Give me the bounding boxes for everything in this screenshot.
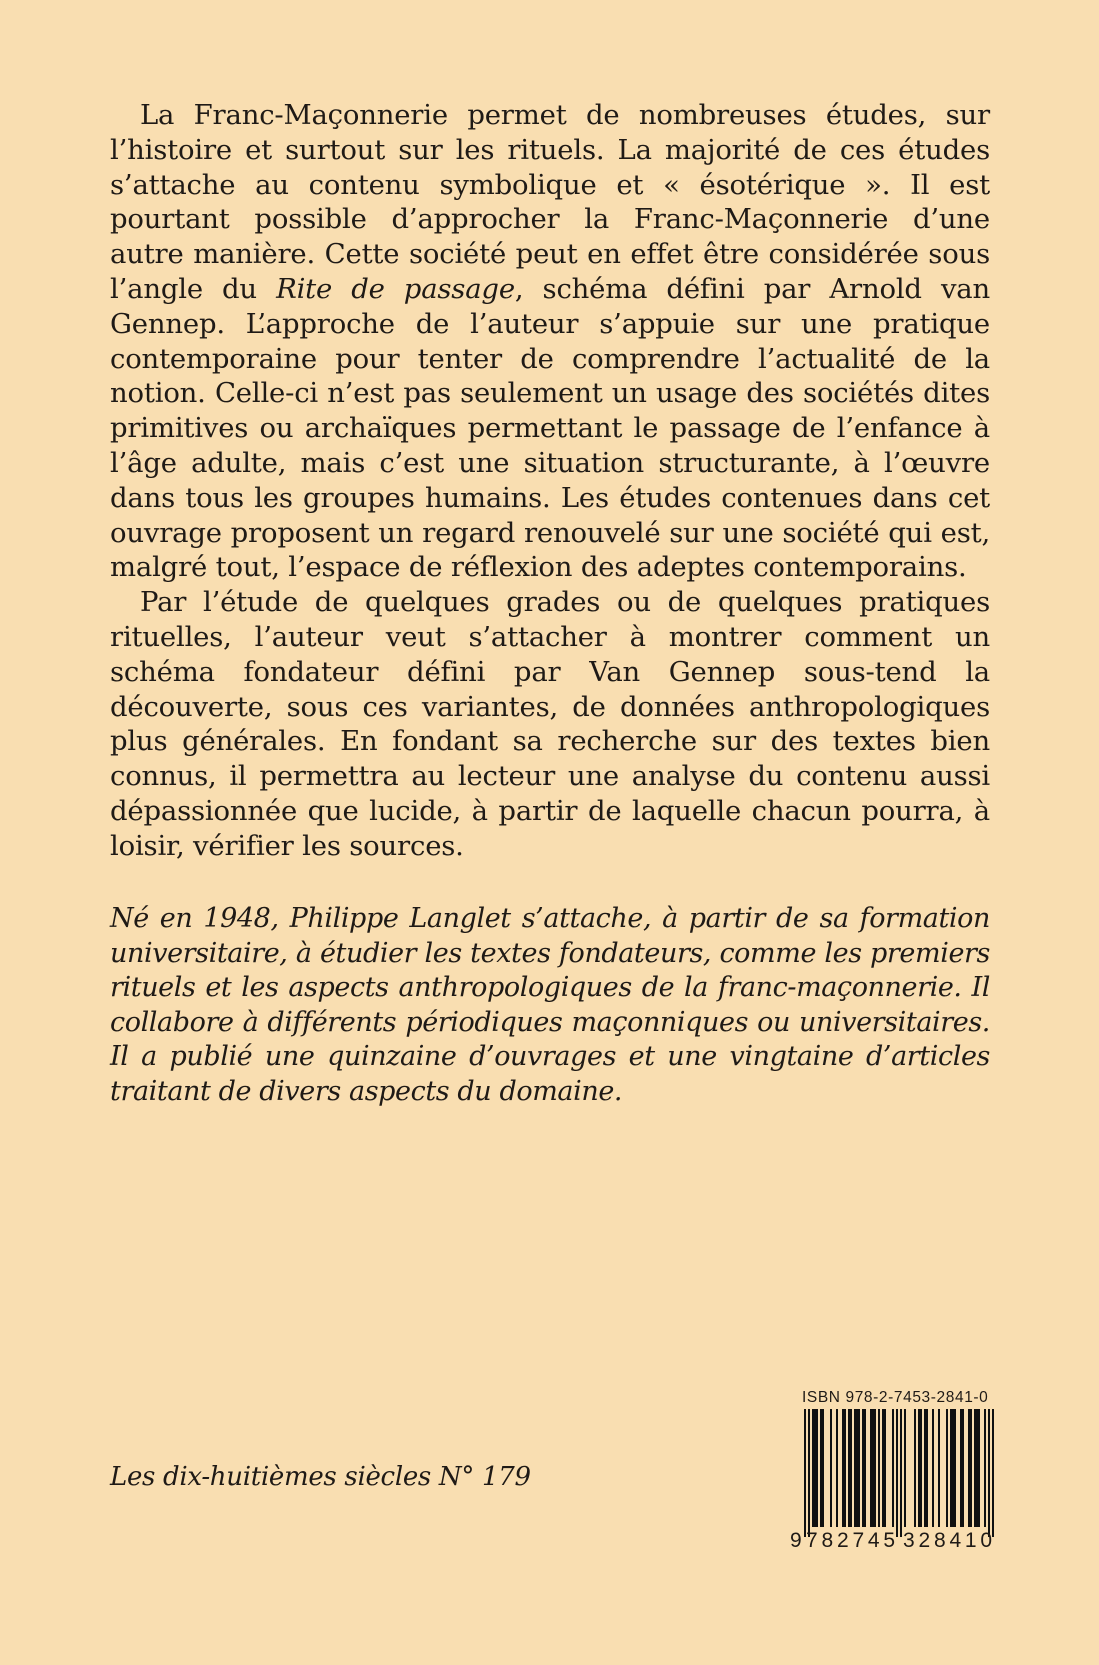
summary-paragraph-1 xyxy=(110,98,990,585)
barcode-bar xyxy=(950,1409,952,1527)
barcode-bar xyxy=(884,1409,886,1527)
summary-paragraph-2: Par l’étude de quelques grades ou de quelques pratiques rituelles, l’auteur veut s’attacher à montrer comment un schéma fondateur défini par Van Gennep sous-tend la découverte, sous ces variantes, de données anthropologiques plus générales. En fondant sa recherche sur des textes bien connus, il permettra au lecteur une analyse du contenu aussi dépassionnée que lucide, à partir de laquelle chacun pourra, à loisir, vérifier les sources. xyxy=(110,586,990,862)
barcode-bar xyxy=(954,1409,956,1527)
barcode-bar xyxy=(914,1409,916,1527)
summary-italic-title: Rite de passage xyxy=(276,272,515,305)
barcode-bar xyxy=(992,1409,994,1537)
barcode-bar xyxy=(984,1409,986,1527)
barcode-bar xyxy=(848,1409,850,1527)
barcode-digit-lead: 9 xyxy=(790,1529,802,1552)
barcode-bar xyxy=(804,1409,806,1537)
barcode-bar xyxy=(872,1409,874,1527)
barcode-bar xyxy=(892,1409,894,1527)
barcode-bar xyxy=(822,1409,824,1527)
barcode-bar xyxy=(842,1409,844,1527)
barcode-digits-group-1: 782745 xyxy=(806,1529,899,1552)
barcode-bar xyxy=(926,1409,928,1527)
isbn-label: ISBN 978-2-7453-2841-0 xyxy=(802,1389,989,1406)
barcode-bar xyxy=(974,1409,976,1527)
back-cover-summary xyxy=(110,98,990,864)
barcode-bar xyxy=(960,1409,962,1527)
barcode-bar xyxy=(862,1409,864,1527)
barcode-bar xyxy=(858,1409,860,1527)
isbn-barcode xyxy=(788,1389,1010,1553)
barcode-bar xyxy=(946,1409,948,1527)
barcode-bar xyxy=(970,1409,972,1527)
barcode-bar xyxy=(978,1409,980,1527)
barcode-bar xyxy=(814,1409,816,1527)
barcode-bar xyxy=(854,1409,856,1527)
barcode-bar xyxy=(952,1409,954,1527)
barcode-bar xyxy=(882,1409,884,1527)
barcode-digits-group-2: 328410 xyxy=(903,1529,996,1552)
summary-text: La Franc-Maçonnerie permet de nombreuses études, sur l’histoire et surtout sur les rituels. La majorité de ces études s’attache au contenu symbolique et « ésotérique ». Il est pourtant possible d’approcher la Franc-Maçonnerie d’une autre manière. Cette société peut en effet être considérée sous l’angle du xyxy=(110,99,990,305)
barcode-bar xyxy=(830,1409,832,1527)
barcode-bar xyxy=(864,1409,866,1527)
barcode-bar xyxy=(844,1409,846,1527)
barcode-bar xyxy=(920,1409,922,1527)
barcode-bar xyxy=(874,1409,876,1527)
summary-text: , schéma défini par Arnold van Gennep. L’approche de l’auteur s’appuie sur une pratique contemporaine pour tenter de comprendre l’actualité de la notion. Celle-ci n’est pas seulement un usage des sociétés dites primitives ou archaïques permettant le passage de l’enfance à l’âge adulte, mais c’est une situation structurante, à l’œuvre dans tous les groupes humains. Les études contenues dans cet ouvrage proposent un regard renouvelé sur une société qui est, malgré tout, l’espace de réflexion des adeptes contemporains. xyxy=(110,272,990,584)
barcode-bar xyxy=(932,1409,934,1527)
barcode-bar xyxy=(900,1409,902,1537)
barcode-digits xyxy=(788,1529,1010,1553)
barcode-bar xyxy=(878,1409,880,1527)
barcode-bar xyxy=(870,1409,872,1527)
barcode-bar xyxy=(904,1409,906,1527)
author-biography: Né en 1948, Philippe Langlet s’attache, à partir de sa formation universitaire, à étudier les textes fondateurs, comme les premiers rituels et les aspects anthropologiques de la franc-maçonnerie. Il collabore à différents périodiques maçonniques ou universitaires. Il a publié une quinzaine d’ouvrages et une vingtaine d’articles traitant de divers aspects du domaine. xyxy=(110,903,990,1107)
barcode-bar xyxy=(812,1409,814,1527)
barcode-bar xyxy=(836,1409,838,1527)
barcode-bar xyxy=(988,1409,990,1537)
barcode-bar xyxy=(976,1409,978,1527)
barcode-bar xyxy=(924,1409,926,1527)
barcode-bar xyxy=(856,1409,858,1527)
barcode-bar xyxy=(820,1409,822,1527)
series-label: Les dix-huitièmes siècles N° 179 xyxy=(110,1462,531,1492)
barcode-bar xyxy=(962,1409,964,1527)
barcode-bar xyxy=(896,1409,898,1537)
barcode-bar xyxy=(816,1409,818,1527)
barcode-bar xyxy=(918,1409,920,1527)
barcode-bars xyxy=(788,1409,1010,1537)
barcode-bar xyxy=(850,1409,852,1527)
barcode-bar xyxy=(808,1409,810,1537)
barcode-bar xyxy=(938,1409,940,1527)
barcode-bar xyxy=(968,1409,970,1527)
